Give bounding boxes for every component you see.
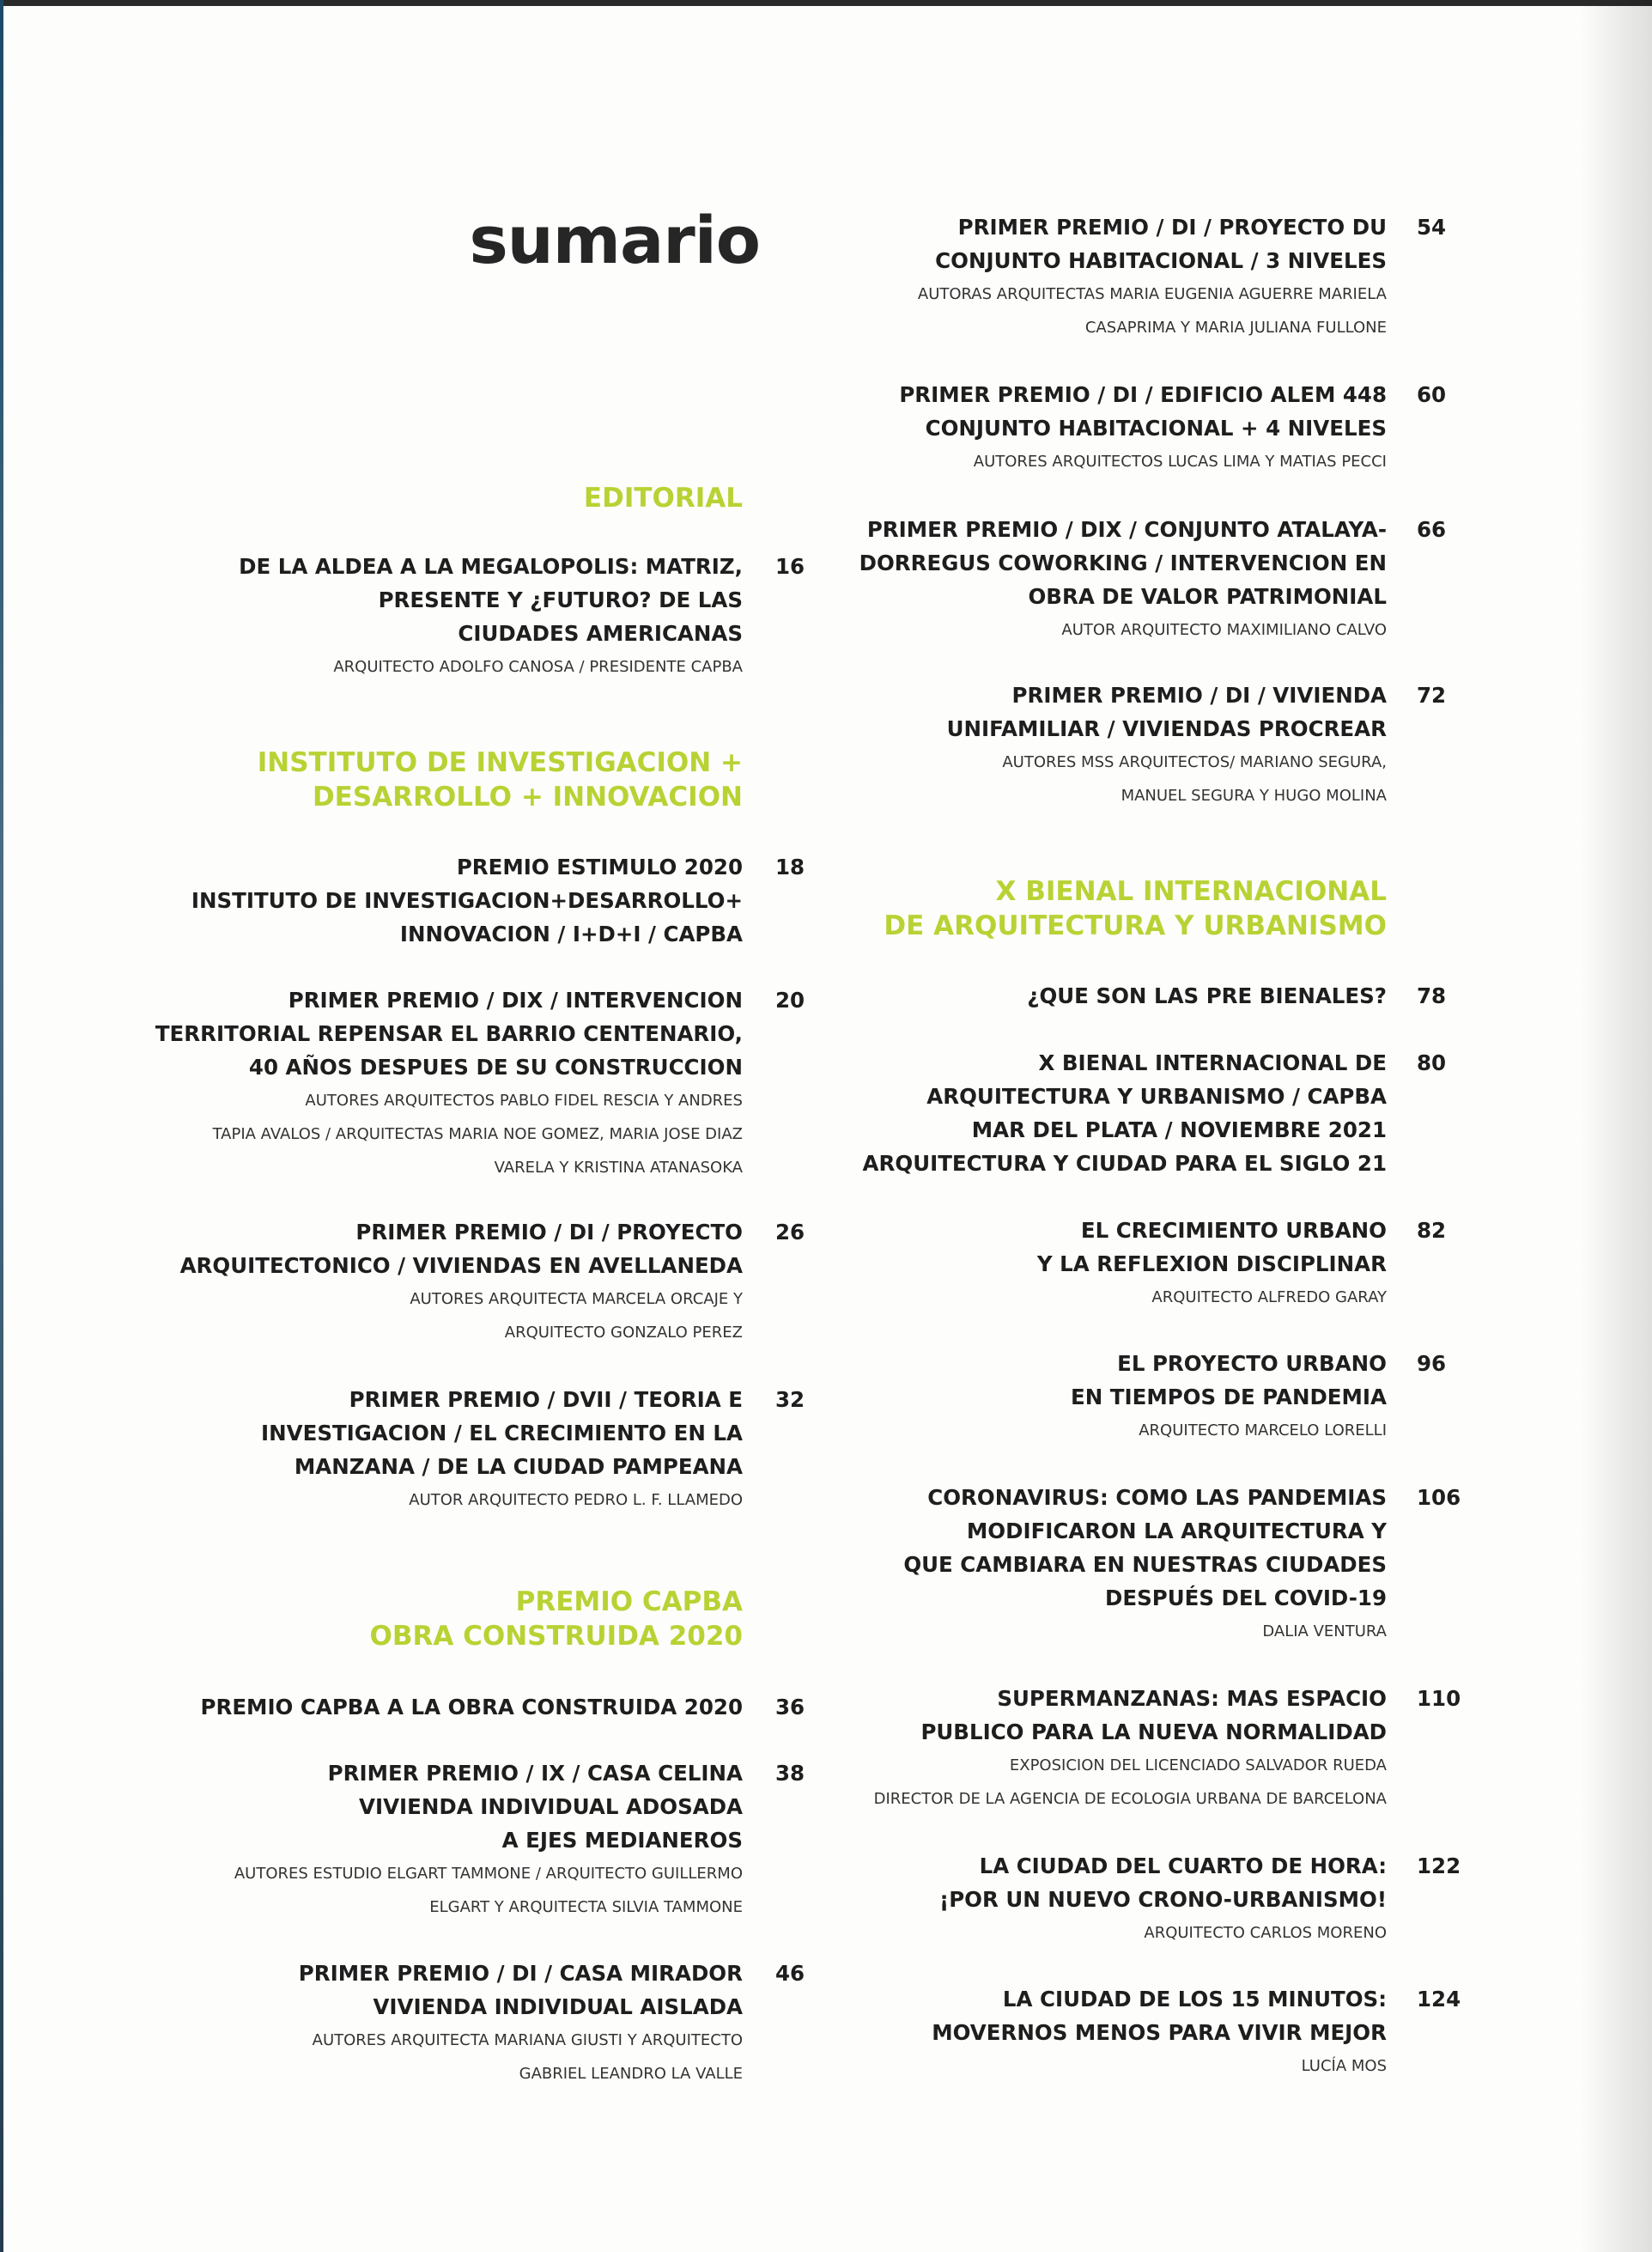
entry-author: AUTORES ARQUITECTA MARIANA GIUSTI Y ARQUITECTO GABRIEL LEANDRO LA VALLE: [312, 2031, 743, 2083]
toc-entry[interactable]: [0, 1756, 805, 1924]
entry-author: AUTORAS ARQUITECTAS MARIA EUGENIA AGUERRE MARIELA CASAPRIMA Y MARIA JULIANA FULLONE: [917, 285, 1387, 337]
entry-author: ARQUITECTO ADOLFO CANOSA / PRESIDENTE CAPBA: [333, 658, 743, 676]
entry-title: X BIENAL INTERNACIONAL DE ARQUITECTURA Y URBANISMO / CAPBA MAR DEL PLATA / NOVIEMBRE 2021 ARQUITECTURA Y CIUDAD PARA EL SIGLO 21: [862, 1050, 1387, 1176]
toc-entry[interactable]: [824, 1347, 1447, 1447]
entry-page-number: 36: [775, 1695, 805, 1719]
entry-page-number: 106: [1417, 1485, 1461, 1510]
entry-author: ARQUITECTO ALFREDO GARAY: [1151, 1288, 1387, 1306]
entry-author: AUTOR ARQUITECTO MAXIMILIANO CALVO: [1061, 621, 1387, 639]
entry-author: AUTORES MSS ARQUITECTOS/ MARIANO SEGURA, MANUEL SEGURA Y HUGO MOLINA: [1002, 753, 1387, 805]
entry-title: ¿QUE SON LAS PRE BIENALES?: [1027, 983, 1387, 1008]
entry-page-number: 20: [775, 988, 805, 1013]
entry-title: PRIMER PREMIO / DIX / INTERVENCION TERRITORIAL REPENSAR EL BARRIO CENTENARIO, 40 AÑOS DESPUES DE SU CONSTRUCCION: [155, 988, 743, 1080]
top-edge-bar: [0, 0, 1652, 6]
entry-page-number: 72: [1417, 683, 1447, 708]
toc-entry[interactable]: [824, 513, 1447, 647]
section-heading: X BIENAL INTERNACIONAL DE ARQUITECTURA Y URBANISMO: [884, 876, 1387, 941]
entry-author: AUTORES ARQUITECTOS LUCAS LIMA Y MATIAS PECCI: [973, 453, 1387, 471]
toc-entry[interactable]: [0, 1690, 805, 1724]
toc-entry[interactable]: [824, 1481, 1461, 1648]
section-heading: PREMIO CAPBA OBRA CONSTRUIDA 2020: [369, 1586, 743, 1652]
entry-author: AUTOR ARQUITECTO PEDRO L. F. LLAMEDO: [409, 1491, 743, 1509]
entry-author: AUTORES ESTUDIO ELGART TAMMONE / ARQUITECTO GUILLERMO ELGART Y ARQUITECTA SILVIA TAMMONE: [234, 1865, 743, 1916]
toc-entry[interactable]: [824, 1046, 1447, 1180]
toc-entry[interactable]: [824, 1214, 1447, 1314]
toc-entry[interactable]: [0, 1957, 805, 2091]
section-heading: INSTITUTO DE INVESTIGACION + DESARROLLO + INNOVACION: [257, 747, 743, 813]
entry-page-number: 32: [775, 1387, 805, 1412]
entry-author: EXPOSICION DEL LICENCIADO SALVADOR RUEDA DIRECTOR DE LA AGENCIA DE ECOLOGIA URBANA DE BARCELONA: [873, 1756, 1387, 1808]
entry-page-number: 66: [1417, 517, 1447, 542]
toc-entry[interactable]: [0, 550, 805, 684]
entry-author: AUTORES ARQUITECTOS PABLO FIDEL RESCIA Y ANDRES TAPIA AVALOS / ARQUITECTAS MARIA NOE GOMEZ, MARIA JOSE DIAZ VARELA Y KRISTINA ATANASOKA: [212, 1092, 743, 1177]
entry-page-number: 16: [775, 554, 805, 579]
toc-entry[interactable]: [0, 1215, 805, 1349]
toc-entry[interactable]: [0, 983, 805, 1184]
toc-entry[interactable]: [0, 850, 805, 951]
toc-entry[interactable]: [824, 378, 1447, 478]
entry-title: LA CIUDAD DE LOS 15 MINUTOS: MOVERNOS MENOS PARA VIVIR MEJOR: [932, 1987, 1387, 2045]
page-title: sumario: [469, 202, 760, 278]
entry-author: DALIA VENTURA: [1262, 1622, 1387, 1640]
toc-entry[interactable]: [824, 1982, 1461, 2083]
entry-title: PRIMER PREMIO / DI / CASA MIRADOR VIVIENDA INDIVIDUAL AISLADA: [298, 1961, 743, 2019]
toc-entry[interactable]: [824, 210, 1447, 344]
toc-entry[interactable]: [824, 679, 1447, 813]
page-gutter-shadow: [1580, 0, 1652, 2252]
entry-page-number: 18: [775, 855, 805, 879]
entry-title: EL PROYECTO URBANO EN TIEMPOS DE PANDEMIA: [1071, 1351, 1387, 1409]
entry-page-number: 26: [775, 1220, 805, 1245]
entry-author: ARQUITECTO CARLOS MORENO: [1144, 1924, 1387, 1942]
entry-title: PRIMER PREMIO / DI / PROYECTO ARQUITECTONICO / VIVIENDAS EN AVELLANEDA: [179, 1220, 743, 1278]
section-heading: EDITORIAL: [583, 483, 743, 514]
entry-title: PREMIO CAPBA A LA OBRA CONSTRUIDA 2020: [200, 1695, 743, 1719]
entry-page-number: 54: [1417, 215, 1447, 240]
entry-title: PRIMER PREMIO / DIX / CONJUNTO ATALAYA- DORREGUS COWORKING / INTERVENCION EN OBRA DE VALOR PATRIMONIAL: [859, 517, 1387, 609]
entry-title: PRIMER PREMIO / DVII / TEORIA E INVESTIGACION / EL CRECIMIENTO EN LA MANZANA / DE LA CIUDAD PAMPEANA: [261, 1387, 743, 1479]
entry-page-number: 78: [1417, 983, 1447, 1008]
entry-title: LA CIUDAD DEL CUARTO DE HORA: ¡POR UN NUEVO CRONO-URBANISMO!: [939, 1853, 1387, 1912]
entry-page-number: 122: [1417, 1853, 1461, 1878]
entry-page-number: 80: [1417, 1050, 1447, 1075]
entry-page-number: 124: [1417, 1987, 1461, 2012]
entry-page-number: 96: [1417, 1351, 1447, 1376]
entry-title: SUPERMANZANAS: MAS ESPACIO PUBLICO PARA LA NUEVA NORMALIDAD: [920, 1686, 1387, 1744]
entry-author: LUCÍA MOS: [1301, 2057, 1387, 2075]
entry-page-number: 82: [1417, 1218, 1447, 1243]
toc-entry[interactable]: [0, 1383, 805, 1517]
entry-title: PRIMER PREMIO / DI / VIVIENDA UNIFAMILIAR / VIVIENDAS PROCREAR: [946, 683, 1387, 741]
entry-title: EL CRECIMIENTO URBANO Y LA REFLEXION DISCIPLINAR: [1036, 1218, 1387, 1276]
toc-entry[interactable]: [824, 1682, 1461, 1816]
entry-page-number: 60: [1417, 382, 1447, 407]
entry-title: PRIMER PREMIO / DI / EDIFICIO ALEM 448 CONJUNTO HABITACIONAL + 4 NIVELES: [899, 382, 1387, 441]
entry-author: ARQUITECTO MARCELO LORELLI: [1139, 1421, 1387, 1439]
entry-author: AUTORES ARQUITECTA MARCELA ORCAJE Y ARQUITECTO GONZALO PEREZ: [410, 1290, 743, 1342]
entry-title: PRIMER PREMIO / IX / CASA CELINA VIVIENDA INDIVIDUAL ADOSADA A EJES MEDIANEROS: [327, 1761, 743, 1853]
toc-entry[interactable]: [824, 979, 1447, 1013]
entry-page-number: 110: [1417, 1686, 1461, 1711]
entry-title: PREMIO ESTIMULO 2020 INSTITUTO DE INVESTIGACION+DESARROLLO+ INNOVACION / I+D+I / CAPBA: [191, 855, 743, 946]
entry-page-number: 38: [775, 1761, 805, 1786]
entry-page-number: 46: [775, 1961, 805, 1986]
entry-title: CORONAVIRUS: COMO LAS PANDEMIAS MODIFICARON LA ARQUITECTURA Y QUE CAMBIARA EN NUESTRAS CIUDADES DESPUÉS DEL COVID-19: [903, 1485, 1387, 1610]
entry-title: PRIMER PREMIO / DI / PROYECTO DU CONJUNTO HABITACIONAL / 3 NIVELES: [935, 215, 1387, 273]
entry-title: DE LA ALDEA A LA MEGALOPOLIS: MATRIZ, PRESENTE Y ¿FUTURO? DE LAS CIUDADES AMERICANAS: [239, 554, 743, 646]
toc-entry[interactable]: [824, 1849, 1461, 1950]
